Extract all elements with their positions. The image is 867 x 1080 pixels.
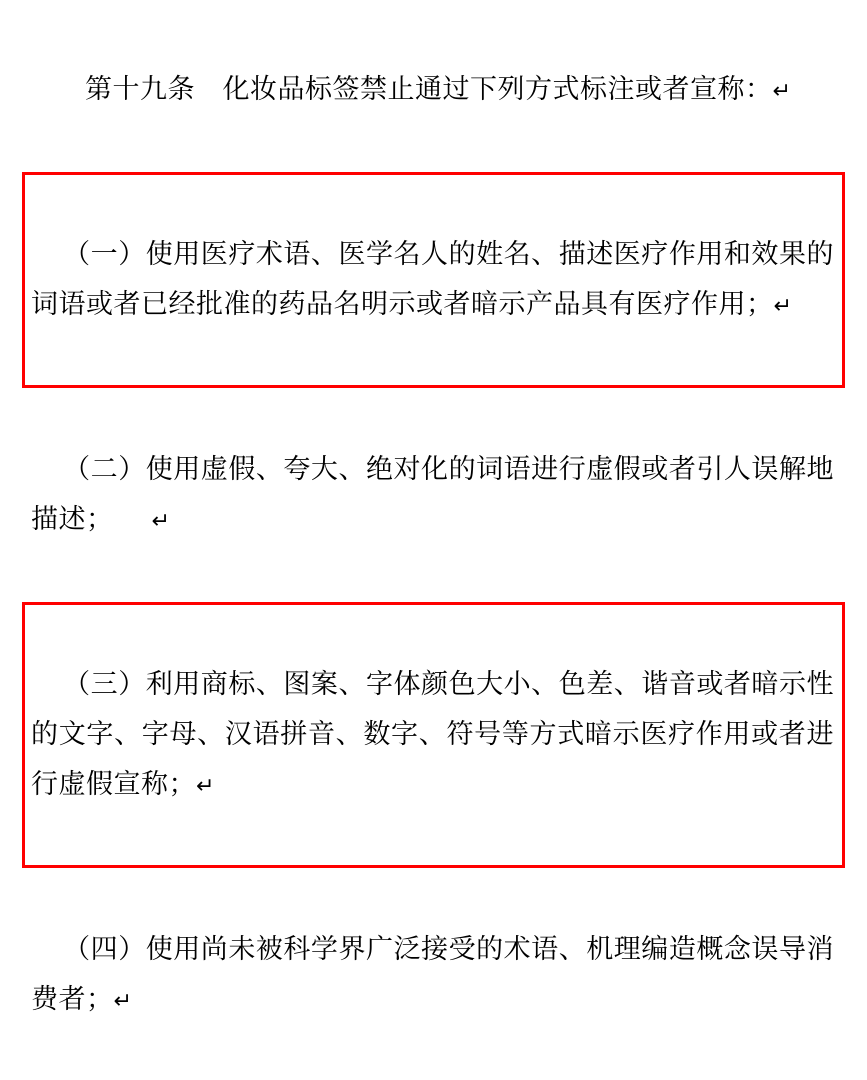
paragraph-item-3-highlighted bbox=[22, 602, 845, 868]
pilcrow-mark: ↵ bbox=[772, 78, 792, 103]
paragraph-text: （三）利用商标、图案、字体颜色大小、色差、谐音或者暗示性的文字、字母、汉语拼音、数字、符号等方式暗示医疗作用或者进行虚假宣称； bbox=[31, 669, 834, 799]
paragraph-text: （一）使用医疗术语、医学名人的姓名、描述医疗作用和效果的词语或者已经批准的药品名明示或者暗示产品具有医疗作用； bbox=[31, 239, 834, 319]
pilcrow-mark: ↵ bbox=[113, 988, 133, 1013]
paragraph-article-heading bbox=[22, 10, 845, 170]
pilcrow-mark: ↵ bbox=[196, 773, 215, 798]
paragraph-text: （四）使用尚未被科学界广泛接受的术语、机理编造概念误导消费者； bbox=[31, 934, 834, 1014]
paragraph-item-1-highlighted bbox=[22, 172, 845, 388]
paragraph-text: （二）使用虚假、夸大、绝对化的词语进行虚假或者引人误解地描述； bbox=[31, 454, 834, 534]
pilcrow-mark: ↵ bbox=[773, 293, 793, 318]
paragraph-item-2 bbox=[22, 390, 845, 600]
pilcrow-mark: ↵ bbox=[151, 508, 171, 533]
paragraph-item-4 bbox=[22, 870, 845, 1080]
paragraph-text: 第十九条 化妆品标签禁止通过下列方式标注或者宣称： bbox=[85, 74, 773, 104]
